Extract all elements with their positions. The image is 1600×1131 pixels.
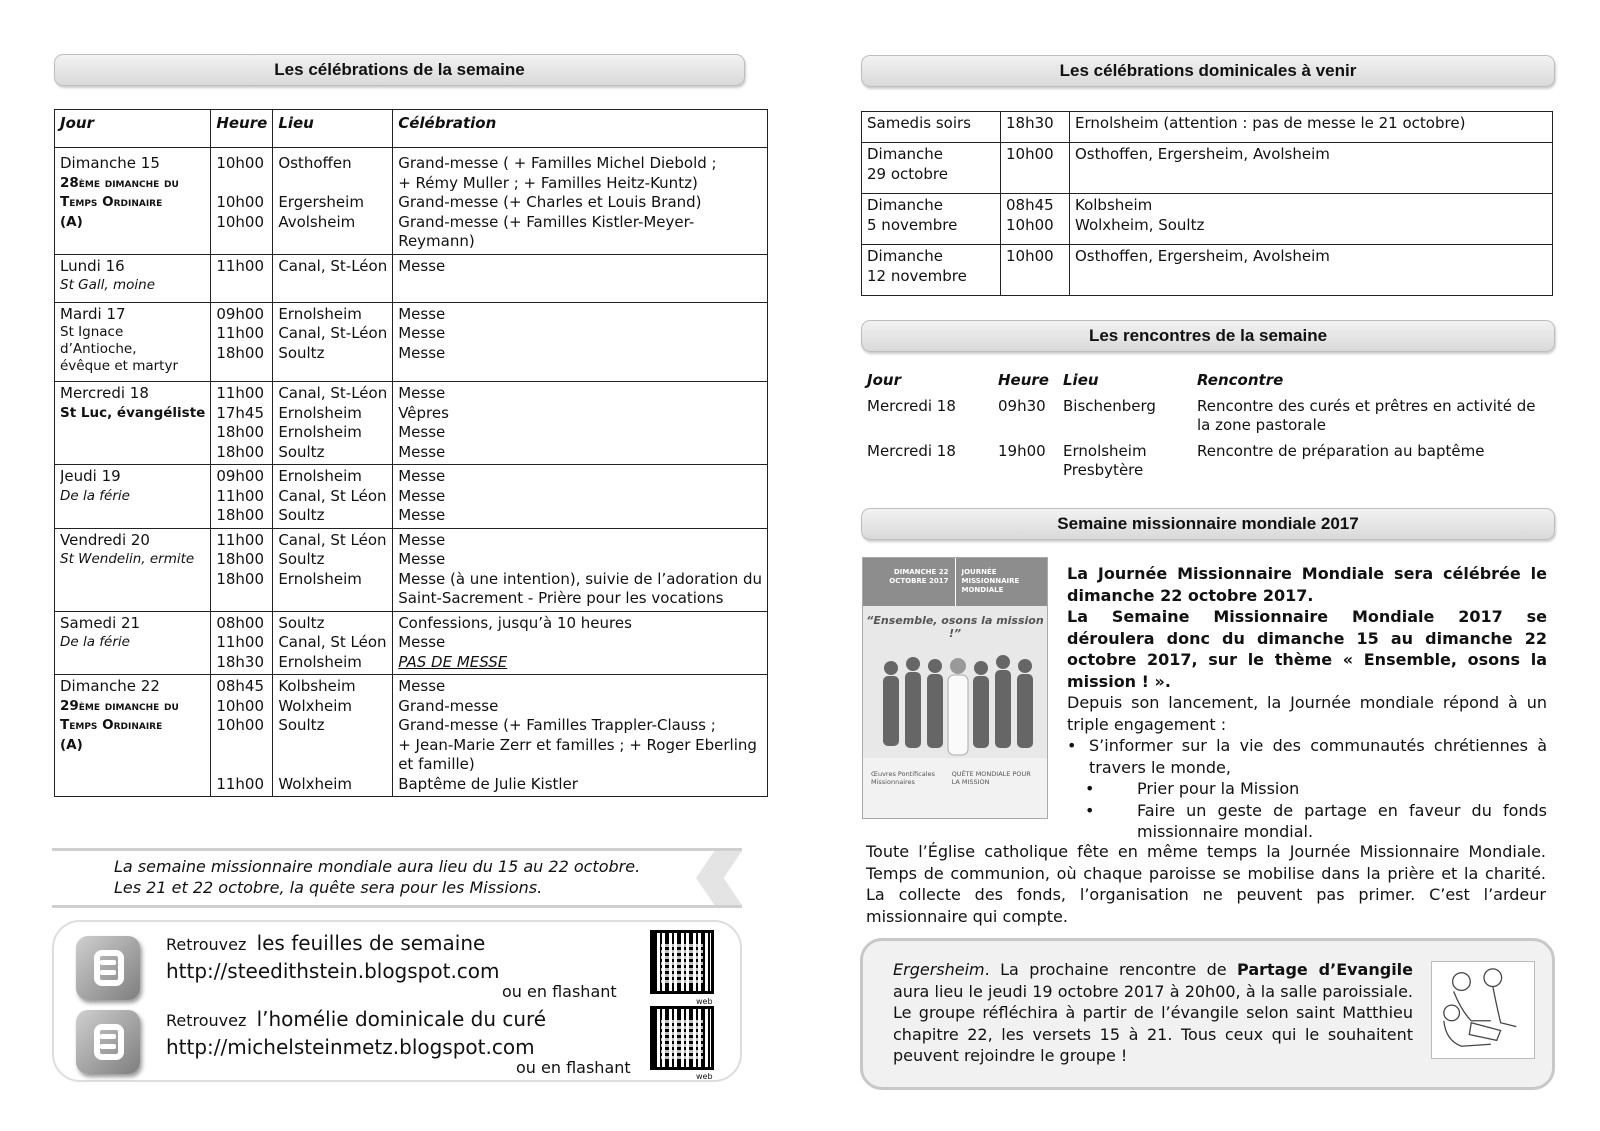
flash-label: ou en flashant bbox=[502, 982, 617, 1001]
hour: 10h00 bbox=[216, 212, 265, 231]
hour: 11h00 bbox=[216, 486, 265, 505]
place: Osthoffen, Ergersheim, Avolsheim bbox=[1075, 145, 1330, 163]
hour: 09h30 bbox=[998, 396, 1046, 415]
place: Kolbsheim bbox=[1075, 196, 1153, 214]
hour: 10h00 bbox=[216, 696, 265, 715]
blog-url[interactable]: http://steedithstein.blogspot.com bbox=[166, 959, 500, 983]
note-line: La semaine missionnaire mondiale aura lieu du 15 au 22 octobre. bbox=[114, 857, 641, 876]
place: Osthoffen, Ergersheim, Avolsheim bbox=[1075, 247, 1330, 265]
table-row bbox=[55, 611, 768, 675]
liturgical-day: 29ème dimanche du bbox=[60, 697, 179, 714]
header-heure: Heure bbox=[998, 371, 1049, 389]
hour: 08h45 bbox=[216, 677, 265, 695]
gospel-sharing-box bbox=[860, 938, 1555, 1090]
celebration: + Jean-Marie Zerr et familles ; + Roger Eberling bbox=[398, 735, 757, 754]
hour: 11h00 bbox=[216, 633, 265, 651]
header-celebration: Célébration bbox=[393, 110, 768, 148]
hour: 17h45 bbox=[216, 403, 265, 422]
blog-links-box bbox=[52, 920, 742, 1082]
gospel-place: Ergersheim bbox=[893, 960, 985, 979]
place: Bischenberg bbox=[1063, 396, 1156, 415]
gospel-sharing-text bbox=[893, 959, 1413, 1067]
hour: 09h00 bbox=[216, 304, 265, 323]
place: Canal, St Léon bbox=[278, 633, 387, 651]
celebration: Messe bbox=[398, 304, 446, 323]
day: Mercredi 18 bbox=[60, 384, 149, 402]
hour: 18h00 bbox=[216, 423, 265, 441]
bullet-text: Prier pour la Mission bbox=[1137, 779, 1300, 798]
sunday-celebrations-banner: Les célébrations dominicales à venir bbox=[861, 55, 1555, 87]
celebration: Messe bbox=[398, 530, 446, 549]
day: Samedis soirs bbox=[867, 114, 971, 132]
day: Mardi 17 bbox=[60, 304, 126, 323]
hour: 10h00 bbox=[1006, 215, 1054, 234]
table-row bbox=[55, 302, 768, 382]
flash-label: ou en flashant bbox=[516, 1058, 631, 1077]
table-row bbox=[55, 382, 768, 465]
celebration: Messe bbox=[398, 506, 446, 524]
qr-label: web bbox=[696, 997, 713, 1006]
place: Ernolsheim bbox=[278, 569, 362, 588]
place: Canal, St-Léon bbox=[278, 256, 388, 275]
place: Presbytère bbox=[1063, 461, 1144, 479]
celebration: Messe bbox=[398, 256, 446, 275]
place: Soultz bbox=[278, 716, 325, 734]
meeting-desc: Rencontre de préparation au baptême bbox=[1197, 441, 1485, 460]
header-jour: Jour bbox=[55, 110, 211, 148]
place: Soultz bbox=[278, 343, 325, 362]
hour: 10h00 bbox=[216, 716, 265, 734]
celebration: Confessions, jusqu’à 10 heures bbox=[398, 613, 632, 632]
place: Wolxheim, Soultz bbox=[1075, 215, 1205, 234]
hour: 10h00 bbox=[216, 193, 265, 211]
table-row bbox=[862, 112, 1553, 143]
day: Samedi 21 bbox=[60, 613, 141, 632]
hour: 11h00 bbox=[216, 324, 265, 342]
poster-title: JOURNÉE MISSIONNAIRE MONDIALE bbox=[961, 568, 1020, 594]
celebration: Grand-messe bbox=[398, 696, 499, 715]
place: Ernolsheim bbox=[278, 652, 362, 671]
day: 12 novembre bbox=[867, 266, 967, 285]
day: Jeudi 19 bbox=[60, 467, 121, 485]
hour: 08h45 bbox=[1006, 196, 1054, 214]
mission-paragraph: Depuis son lancement, la Journée mondiale répond à un triple engagement : bbox=[1067, 693, 1547, 734]
celebration: Messe (à une intention), suivie de l’adoration du bbox=[398, 569, 762, 588]
table-row bbox=[55, 675, 768, 797]
day: Dimanche 15 bbox=[60, 154, 160, 172]
place: Ergersheim bbox=[278, 193, 364, 211]
place: Wolxheim bbox=[278, 774, 353, 793]
blog-prefix: Retrouvez bbox=[166, 935, 247, 954]
gospel-group-illustration bbox=[1431, 961, 1535, 1059]
qr-code[interactable] bbox=[650, 930, 714, 994]
saint: St Luc, évangéliste bbox=[60, 404, 206, 421]
day: Dimanche bbox=[867, 196, 944, 214]
place: Osthoffen bbox=[278, 154, 352, 172]
day: Dimanche bbox=[867, 145, 944, 163]
gospel-text: . La prochaine rencontre de bbox=[984, 960, 1238, 979]
mission-week-banner: Semaine missionnaire mondiale 2017 bbox=[861, 508, 1555, 540]
day: Mercredi 18 bbox=[867, 441, 956, 460]
place: Canal, St-Léon bbox=[278, 384, 388, 402]
hour: 11h00 bbox=[216, 774, 265, 793]
liturgical-day: (A) bbox=[60, 736, 83, 753]
celebration: Baptême de Julie Kistler bbox=[398, 774, 578, 793]
celebrations-week-table bbox=[54, 109, 768, 797]
celebration: Messe bbox=[398, 550, 446, 568]
hour: 08h00 bbox=[216, 613, 265, 632]
blog-title: les feuilles de semaine bbox=[256, 931, 486, 955]
table-row bbox=[55, 254, 768, 302]
sunday-celebrations-table bbox=[861, 111, 1553, 296]
qr-code[interactable] bbox=[650, 1006, 714, 1070]
hour: 18h00 bbox=[216, 442, 265, 461]
place: Canal, St-Léon bbox=[278, 324, 388, 342]
liturgical-day: (A) bbox=[60, 213, 83, 230]
poster-org: Œuvres Pontificales Missionnaires bbox=[871, 770, 935, 786]
gospel-text: aura lieu le jeudi 19 octobre 2017 à 20h00, à la salle paroissiale. Le groupe réfléchira à partir de l’évangile selon saint Matthieu chapitre 22, les versets 15 à 21. Tous ceux qui le souhaitent peuvent rejoindre le groupe ! bbox=[893, 981, 1413, 1065]
hour: 19h00 bbox=[998, 441, 1046, 460]
crowd-illustration bbox=[873, 648, 1039, 758]
place: Canal, St Léon bbox=[278, 486, 387, 505]
celebration: Saint-Sacrement - Prière pour les vocations bbox=[398, 589, 724, 607]
header-lieu: Lieu bbox=[1063, 371, 1099, 389]
celebration: Messe bbox=[398, 423, 446, 441]
place: Ernolsheim bbox=[1063, 441, 1147, 460]
celebration: Messe bbox=[398, 467, 446, 485]
header-heure: Heure bbox=[211, 110, 273, 148]
saint: De la férie bbox=[60, 487, 130, 504]
table-row bbox=[862, 143, 1553, 194]
celebration: Messe bbox=[398, 677, 446, 695]
celebration: Messe bbox=[398, 486, 446, 505]
celebration: Messe bbox=[398, 384, 446, 402]
list-item: • Faire un geste de partage en faveur du fonds missionnaire mondial. bbox=[1085, 800, 1547, 841]
place: Ernolsheim bbox=[278, 423, 362, 441]
place: Ernolsheim bbox=[278, 304, 362, 323]
table-row bbox=[55, 148, 768, 255]
place: Ernolsheim bbox=[278, 467, 362, 485]
hour: 10h00 bbox=[216, 154, 265, 172]
blog-prefix: Retrouvez bbox=[166, 1011, 247, 1030]
liturgical-day: 28ème dimanche du bbox=[60, 174, 179, 191]
place: Kolbsheim bbox=[278, 677, 356, 695]
place: Soultz bbox=[278, 506, 325, 524]
blog-url[interactable]: http://michelsteinmetz.blogspot.com bbox=[166, 1035, 535, 1059]
hour: 09h00 bbox=[216, 467, 265, 485]
mission-week-note bbox=[52, 848, 742, 908]
bullet-text: S’informer sur la vie des communautés chrétiennes à travers le monde, bbox=[1089, 736, 1547, 777]
day: Dimanche 22 bbox=[60, 677, 160, 695]
saint: évêque et martyr bbox=[60, 358, 179, 374]
hour: 18h00 bbox=[216, 506, 265, 524]
list-item: • S’informer sur la vie des communautés chrétiennes à travers le monde, bbox=[1067, 736, 1547, 777]
celebration: Grand-messe (+ Familles Trappler-Clauss ; bbox=[398, 716, 716, 734]
hour: 18h00 bbox=[216, 569, 265, 588]
day: Vendredi 20 bbox=[60, 530, 150, 549]
hour: 11h00 bbox=[216, 384, 265, 402]
celebration: et famille) bbox=[398, 755, 475, 773]
place: Wolxheim bbox=[278, 696, 353, 715]
saint: St Wendelin, ermite bbox=[60, 551, 195, 567]
bullet-text: Faire un geste de partage en faveur du fonds missionnaire mondial. bbox=[1137, 800, 1547, 841]
no-mass-notice: PAS DE MESSE bbox=[398, 652, 508, 671]
place: Ernolsheim (attention : pas de messe le 21 octobre) bbox=[1075, 114, 1466, 132]
saint: St Ignace bbox=[60, 324, 124, 340]
poster-quete: QUÊTE MONDIALE POUR LA MISSION bbox=[951, 770, 1031, 786]
day: Lundi 16 bbox=[60, 256, 125, 275]
header-rencontre: Rencontre bbox=[1197, 371, 1284, 389]
celebration: Grand-messe (+ Charles et Louis Brand) bbox=[398, 193, 702, 211]
hour: 18h00 bbox=[216, 550, 265, 568]
saint: d’Antioche, bbox=[60, 341, 137, 357]
gospel-title: Partage d’Evangile bbox=[1237, 960, 1414, 979]
celebration: Messe bbox=[398, 442, 446, 461]
saint: De la férie bbox=[60, 634, 130, 650]
mission-poster-image bbox=[862, 557, 1048, 819]
liturgical-day: Temps Ordinaire bbox=[60, 194, 163, 210]
place: Avolsheim bbox=[278, 212, 356, 231]
celebration: Reymann) bbox=[398, 232, 475, 250]
celebration: Messe bbox=[398, 633, 446, 651]
blogger-icon bbox=[76, 1010, 140, 1074]
table-row bbox=[55, 528, 768, 611]
celebration: + Rémy Muller ; + Familles Heitz-Kuntz) bbox=[398, 173, 698, 192]
saint: St Gall, moine bbox=[60, 277, 155, 293]
celebration: Messe bbox=[398, 343, 446, 362]
place: Soultz bbox=[278, 442, 325, 461]
blog-title: l’homélie dominicale du curé bbox=[256, 1007, 547, 1031]
mission-paragraph: La Semaine Missionnaire Mondiale 2017 se déroulera donc du dimanche 15 au dimanche 22 octobre 2017, sur le thème « Ensemble, osons la mission ! ». bbox=[1067, 607, 1547, 691]
poster-date: DIMANCHE 22 OCTOBRE 2017 bbox=[863, 558, 956, 606]
table-row bbox=[862, 245, 1553, 296]
table-row bbox=[861, 394, 1553, 439]
hour: 18h00 bbox=[216, 343, 265, 362]
table-row bbox=[861, 439, 1553, 484]
note-line: Les 21 et 22 octobre, la quête sera pour les Missions. bbox=[114, 878, 543, 897]
list-item: • Prier pour la Mission bbox=[1085, 779, 1300, 798]
qr-label: web bbox=[696, 1072, 713, 1081]
hour: 11h00 bbox=[216, 256, 265, 275]
celebration: Grand-messe ( + Familles Michel Diebold ; bbox=[398, 154, 717, 172]
hour: 18h30 bbox=[216, 652, 265, 671]
poster-quote: “Ensemble, osons la mission !” bbox=[866, 614, 1044, 640]
hour: 18h30 bbox=[1006, 114, 1054, 132]
hour: 10h00 bbox=[1006, 145, 1054, 163]
table-row bbox=[862, 194, 1553, 245]
hour: 11h00 bbox=[216, 530, 265, 549]
mission-paragraph: La Journée Missionnaire Mondiale sera célébrée le dimanche 22 octobre 2017. bbox=[1067, 564, 1547, 605]
meetings-table bbox=[861, 368, 1553, 484]
hour: 10h00 bbox=[1006, 247, 1054, 265]
header-jour: Jour bbox=[867, 371, 901, 389]
mission-text bbox=[1067, 563, 1547, 843]
day: Mercredi 18 bbox=[867, 396, 956, 415]
celebration: Messe bbox=[398, 324, 446, 342]
day: 29 octobre bbox=[867, 164, 948, 183]
blogger-icon bbox=[76, 936, 140, 1000]
place: Ernolsheim bbox=[278, 403, 362, 422]
day: Dimanche bbox=[867, 247, 944, 265]
place: Soultz bbox=[278, 550, 325, 568]
place: Soultz bbox=[278, 613, 325, 632]
celebration: Grand-messe (+ Familles Kistler-Meyer- bbox=[398, 212, 695, 231]
place: Canal, St Léon bbox=[278, 530, 387, 549]
meeting-desc: Rencontre des curés et prêtres en activité de la zone pastorale bbox=[1197, 396, 1536, 434]
day: 5 novembre bbox=[867, 215, 958, 234]
celebration: Vêpres bbox=[398, 403, 449, 422]
liturgical-day: Temps Ordinaire bbox=[60, 717, 163, 733]
table-row bbox=[55, 465, 768, 529]
header-lieu: Lieu bbox=[273, 110, 393, 148]
mission-closing-paragraph: Toute l’Église catholique fête en même temps la Journée Missionnaire Mondiale. Temps de communion, où chaque paroisse se mobilise dans la prière et la charité. La collecte des fonds, l’organisation ne peuvent pas primer. C’est l’ardeur missionnaire qui compte. bbox=[866, 842, 1546, 926]
meetings-banner: Les rencontres de la semaine bbox=[861, 320, 1555, 352]
celebrations-week-banner: Les célébrations de la semaine bbox=[54, 54, 745, 86]
